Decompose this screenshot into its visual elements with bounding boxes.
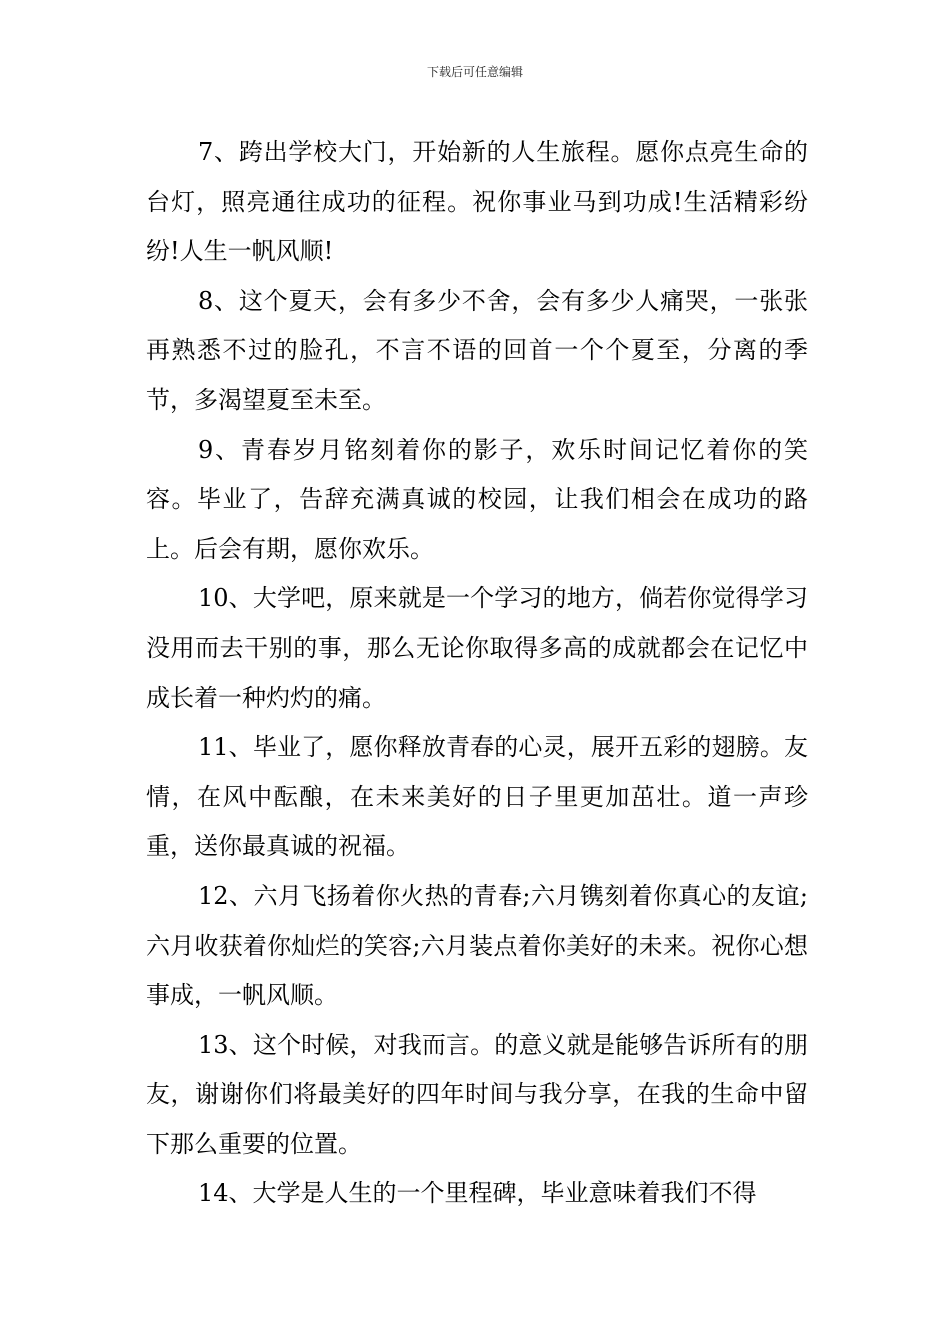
paragraph-12: 12、六月飞扬着你火热的青春;六月镌刻着你真心的友谊;六月收获着你灿烂的笑容;六月装点着你美好的未来。祝你心想事成，一帆风顺。 — [146, 881, 808, 1010]
document-body — [146, 128, 808, 1219]
paragraph-14: 14、大学是人生的一个里程碑，毕业意味着我们不得 — [198, 1179, 757, 1208]
paragraph-8: 8、这个夏天，会有多少不舍，会有多少人痛哭，一张张再熟悉不过的脸孔，不言不语的回首一个个夏至，分离的季节，多渴望夏至未至。 — [146, 286, 808, 414]
paragraph-10: 10、大学吧，原来就是一个学习的地方，倘若你觉得学习没用而去干别的事，那么无论你取得多高的成就都会在记忆中成长着一种灼灼的痛。 — [146, 584, 808, 712]
page-header: 下载后可任意编辑 — [426, 65, 523, 79]
paragraph-13: 13、这个时候，对我而言。的意义就是能够告诉所有的朋友，谢谢你们将最美好的四年时间与我分享，在我的生命中留下那么重要的位置。 — [146, 1030, 808, 1158]
paragraph-7: 7、跨出学校大门，开始新的人生旅程。愿你点亮生命的台灯，照亮通往成功的征程。祝你事业马到功成!生活精彩纷纷!人生一帆风顺! — [146, 138, 808, 266]
paragraph-9: 9、青春岁月铭刻着你的影子，欢乐时间记忆着你的笑容。毕业了，告辞充满真诚的校园，让我们相会在成功的路上。后会有期，愿你欢乐。 — [146, 435, 808, 563]
paragraph-11: 11、毕业了，愿你释放青春的心灵，展开五彩的翅膀。友情，在风中酝酿，在未来美好的日子里更加茁壮。道一声珍重，送你最真诚的祝福。 — [146, 733, 808, 861]
